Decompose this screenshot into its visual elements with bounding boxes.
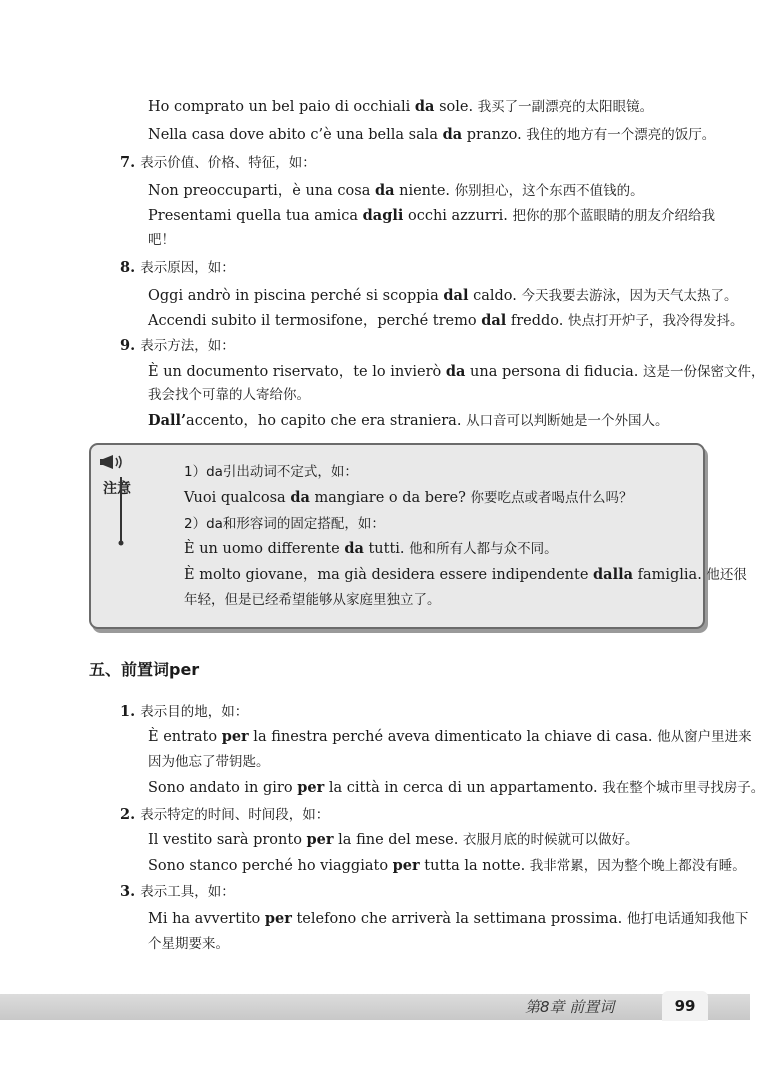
footer-chapter-title: 第8章 前置词: [525, 998, 615, 1016]
usage-heading: 3. 表示工具，如：: [120, 883, 235, 900]
example-line: È entrato per la finestra perché aveva dimenticato la chiave di casa. 他从窗户里进来: [148, 728, 752, 745]
footer-band: [0, 994, 750, 1020]
usage-heading: 2. 表示特定的时间、时间段，如：: [120, 806, 330, 823]
example-line: Il vestito sarà pronto per la fine del mese. 衣服月底的时候就可以做好。: [148, 831, 639, 848]
example-line: Mi ha avvertito per telefono che arriverà la settimana prossima. 他打电话通知我他下: [148, 910, 749, 927]
usage-heading: 8. 表示原因，如：: [120, 259, 235, 276]
example-line-continued: 因为他忘了带钥匙。: [148, 754, 270, 770]
example-line: È un documento riservato，te lo invierò da una persona di fiducia. 这是一份保密文件，: [148, 363, 764, 380]
usage-heading: 7. 表示价值、价格、特征，如：: [120, 154, 316, 171]
note-box: [89, 443, 747, 629]
example-line-continued: 个星期要来。: [148, 936, 229, 952]
page-number: 99: [662, 991, 708, 1021]
note-example: Vuoi qualcosa da mangiare o da bere? 你要吃点或者喝点什么吗？: [184, 489, 633, 506]
usage-heading: 9. 表示方法，如：: [120, 337, 235, 354]
note-example-continued: 年轻，但是已经希望能够从家庭里独立了。: [184, 592, 441, 608]
example-line: Ho comprato un bel paio di occhiali da sole. 我买了一副漂亮的太阳眼镜。: [148, 98, 654, 115]
example-line-continued: 吧！: [148, 232, 175, 248]
example-line: Sono andato in giro per la città in cerca di un appartamento. 我在整个城市里寻找房子。: [148, 779, 764, 796]
example-line: Nella casa dove abito c’è una bella sala da pranzo. 我住的地方有一个漂亮的饭厅。: [148, 126, 716, 143]
note-example: È molto giovane，ma già desidera essere indipendente dalla famiglia. 他还很: [184, 566, 747, 583]
example-line: Oggi andrò in piscina perché si scoppia dal caldo. 今天我要去游泳，因为天气太热了。: [148, 287, 738, 304]
section-title: 五、前置词per: [89, 660, 200, 679]
example-line: Presentami quella tua amica dagli occhi azzurri. 把你的那个蓝眼睛的朋友介绍给我: [148, 207, 716, 224]
megaphone-note-icon: [99, 453, 131, 549]
example-line-continued: 我会找个可靠的人寄给你。: [148, 387, 310, 403]
note-icon-label-1: 注意: [103, 481, 131, 497]
example-line: Accendi subito il termosifone，perché tremo dal freddo. 快点打开炉子，我冷得发抖。: [148, 312, 744, 329]
note-example: È un uomo differente da tutti. 他和所有人都与众不同。: [184, 540, 558, 557]
example-line: Dall’accento，ho capito che era straniera. 从口音可以判断她是一个外国人。: [148, 412, 669, 429]
example-line: Non preoccuparti，è una cosa da niente. 你别担心，这个东西不值钱的。: [148, 182, 644, 199]
example-line: Sono stanco perché ho viaggiato per tutta la notte. 我非常累，因为整个晚上都没有睡。: [148, 857, 746, 874]
note-rule-1: 1）da引出动词不定式，如：: [184, 464, 358, 480]
note-rule-2: 2）da和形容词的固定搭配，如：: [184, 516, 385, 532]
usage-heading: 1. 表示目的地，如：: [120, 703, 249, 720]
